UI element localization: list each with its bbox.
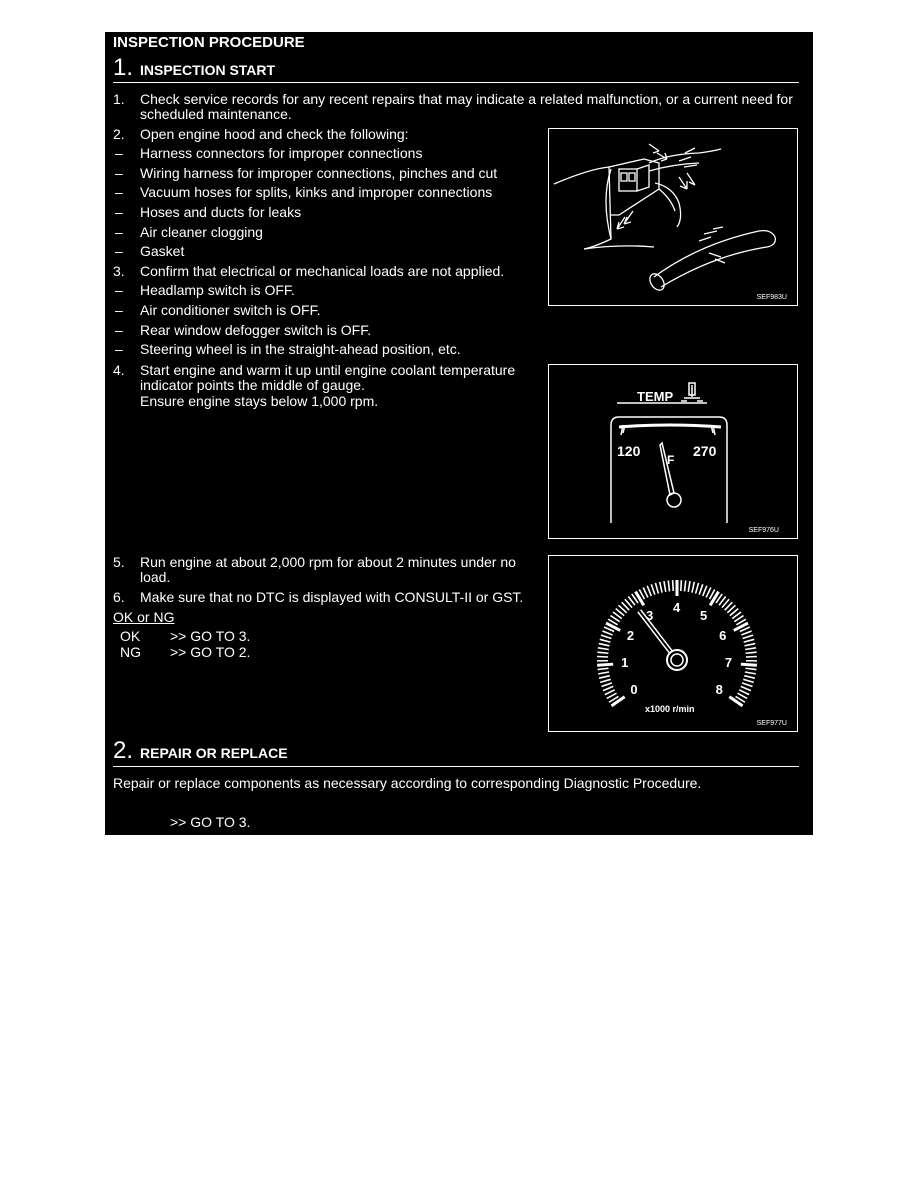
ng-goto-link[interactable]: >> GO TO 2. bbox=[170, 644, 251, 660]
tachometer-unit: x1000 r/min bbox=[645, 704, 695, 714]
tachometer-tick bbox=[745, 672, 756, 674]
tachometer-tick bbox=[643, 587, 648, 597]
tachometer-tick bbox=[673, 580, 674, 591]
list-item-text: Rear window defogger switch is OFF. bbox=[140, 321, 372, 338]
item-4-line-2: indicator points the middle of gauge. bbox=[140, 377, 365, 393]
list-item-text: Vacuum hoses for splits, kinks and improper connections bbox=[140, 184, 493, 201]
list-item-text: Harness connectors for improper connections bbox=[140, 145, 423, 162]
tachometer-tick bbox=[741, 664, 757, 665]
list-item-marker: 2. bbox=[113, 125, 125, 142]
tachometer-tick bbox=[696, 583, 699, 594]
list-item-marker: – bbox=[115, 341, 123, 358]
tachometer-tick bbox=[598, 672, 609, 674]
list-item-marker: 3. bbox=[113, 262, 125, 279]
list-item-marker: – bbox=[115, 243, 123, 260]
tachometer-number: 6 bbox=[719, 627, 727, 643]
tachometer-tick bbox=[745, 644, 756, 646]
tachometer-number: 3 bbox=[646, 607, 654, 623]
tachometer-tick bbox=[601, 635, 611, 638]
tachometer-tick bbox=[664, 581, 666, 592]
list-item-text: Gasket bbox=[140, 243, 185, 260]
list-item-marker: – bbox=[115, 164, 123, 181]
tachometer-hub bbox=[667, 650, 687, 670]
ng-label: NG bbox=[120, 644, 141, 660]
figure-3-code: SEF977U bbox=[756, 720, 787, 727]
tachometer-tick bbox=[651, 584, 655, 594]
tachometer-tick bbox=[699, 584, 703, 594]
tachometer-tick bbox=[688, 581, 690, 592]
list-item-text: Headlamp switch is OFF. bbox=[140, 282, 295, 299]
tachometer-number: 2 bbox=[626, 627, 635, 643]
tachometer-tick bbox=[743, 635, 753, 638]
tachometer-tick bbox=[741, 631, 751, 635]
list-item-marker: – bbox=[115, 282, 123, 299]
list-item-text: Steering wheel is in the straight-ahead position, etc. bbox=[140, 341, 461, 358]
tachometer-tick bbox=[597, 664, 613, 665]
list-item-marker: – bbox=[115, 223, 123, 240]
tachometer-tick bbox=[741, 686, 751, 690]
list-item-text: Confirm that electrical or mechanical loads are not applied. bbox=[140, 262, 505, 279]
list-item-text: Wiring harness for improper connections, pinches and cut bbox=[140, 164, 498, 181]
tachometer-tick bbox=[668, 580, 669, 591]
tachometer-tick bbox=[600, 679, 611, 682]
temp-f-mark: F bbox=[667, 453, 675, 467]
step-2-goto-link[interactable]: >> GO TO 3. bbox=[170, 814, 251, 830]
list-item-marker: – bbox=[115, 184, 123, 201]
item-6-mark: 6. bbox=[113, 589, 125, 605]
page-title: INSPECTION PROCEDURE bbox=[113, 34, 305, 51]
tachometer-tick bbox=[603, 686, 613, 690]
item-5-line-1: Run engine at about 2,000 rpm for about 2 minutes under no bbox=[140, 554, 516, 570]
item-6-text: Make sure that no DTC is displayed with CONSULT-II or GST. bbox=[140, 589, 524, 605]
list-item-text: scheduled maintenance. bbox=[140, 106, 292, 122]
tachometer-tick bbox=[706, 587, 711, 597]
step-2-number: 2. bbox=[113, 737, 134, 764]
tachometer-tick bbox=[685, 580, 686, 591]
list-item-marker: – bbox=[115, 204, 123, 220]
step-2-divider bbox=[113, 766, 799, 767]
tachometer-tick bbox=[602, 683, 612, 687]
tachometer-tick bbox=[729, 697, 742, 706]
tachometer-figure bbox=[548, 555, 798, 732]
item-4-mark: 4. bbox=[113, 362, 125, 378]
harness-hose-illustration bbox=[549, 129, 799, 307]
tachometer-tick bbox=[660, 582, 662, 593]
tachometer-tick bbox=[744, 676, 755, 678]
tachometer-tick bbox=[635, 592, 643, 606]
list-item-text: Hoses and ducts for leaks bbox=[140, 204, 302, 220]
temp-high-value: 270 bbox=[693, 443, 717, 459]
tachometer-tick bbox=[739, 690, 749, 695]
figure-1-code: SEF983U bbox=[756, 294, 787, 301]
tachometer-tick bbox=[681, 580, 682, 591]
tachometer-number: 0 bbox=[630, 681, 638, 697]
item-4-line-1: Start engine and warm it up until engine coolant temperature bbox=[140, 362, 516, 378]
step-1-number: 1. bbox=[113, 54, 134, 81]
step-1-title: INSPECTION START bbox=[140, 62, 276, 78]
temperature-gauge-figure bbox=[548, 364, 798, 539]
tachometer-tick bbox=[746, 652, 757, 653]
item-4-line-3: Ensure engine stays below 1,000 rpm. bbox=[140, 393, 379, 409]
tachometer-tick bbox=[710, 592, 718, 606]
item-5-line-2: load. bbox=[140, 569, 171, 585]
list-item-marker: 1. bbox=[113, 91, 125, 107]
temp-low-value: 120 bbox=[617, 443, 641, 459]
ok-label: OK bbox=[120, 628, 141, 644]
tachometer-tick bbox=[647, 586, 651, 596]
list-item-text: Air cleaner clogging bbox=[140, 223, 263, 240]
figure-2-code: SEF976U bbox=[748, 527, 779, 534]
tachometer-tick bbox=[611, 697, 624, 706]
inspection-procedure-panel bbox=[105, 32, 813, 835]
temp-label: TEMP bbox=[637, 389, 674, 404]
tachometer-tick bbox=[692, 582, 694, 593]
tachometer-tick bbox=[602, 631, 612, 635]
tachometer-tick bbox=[605, 690, 615, 695]
tachometer-tick bbox=[597, 652, 608, 653]
tachometer-tick bbox=[598, 668, 609, 669]
tachometer-number: 8 bbox=[715, 681, 723, 697]
tachometer-number: 5 bbox=[699, 607, 708, 623]
tachometer-tick bbox=[655, 583, 658, 594]
tachometer-tick bbox=[599, 676, 610, 678]
tachometer-tick bbox=[703, 586, 707, 596]
result-heading: OK or NG bbox=[113, 609, 175, 625]
item-5-mark: 5. bbox=[113, 554, 125, 570]
list-item-marker: – bbox=[115, 145, 123, 162]
list-item-marker: – bbox=[115, 302, 123, 318]
tachometer-tick bbox=[598, 648, 609, 650]
ok-goto-link[interactable]: >> GO TO 3. bbox=[170, 628, 251, 644]
tachometer-tick bbox=[745, 648, 756, 650]
step-2-title: REPAIR OR REPLACE bbox=[140, 745, 288, 761]
step-2-instruction: Repair or replace components as necessary according to corresponding Diagnostic Procedure. bbox=[113, 775, 702, 791]
step-1-divider bbox=[113, 82, 799, 83]
engine-harness-figure bbox=[548, 128, 798, 306]
list-item-marker: – bbox=[115, 321, 123, 338]
tachometer-number: 4 bbox=[673, 600, 681, 615]
tachometer-tick bbox=[600, 639, 611, 642]
tachometer-tick bbox=[742, 683, 752, 687]
list-item-text: Air conditioner switch is OFF. bbox=[140, 302, 321, 318]
tachometer-number: 1 bbox=[621, 655, 629, 671]
tachometer-tick bbox=[744, 639, 755, 642]
tachometer-number: 7 bbox=[724, 655, 733, 671]
list-item-text: Open engine hood and check the following: bbox=[140, 125, 409, 142]
tachometer-tick bbox=[743, 679, 754, 682]
tachometer-tick bbox=[746, 668, 757, 669]
list-item-text: Check service records for any recent repairs that may indicate a related malfunction, or a current need for bbox=[140, 91, 793, 107]
tachometer-tick bbox=[599, 644, 610, 646]
